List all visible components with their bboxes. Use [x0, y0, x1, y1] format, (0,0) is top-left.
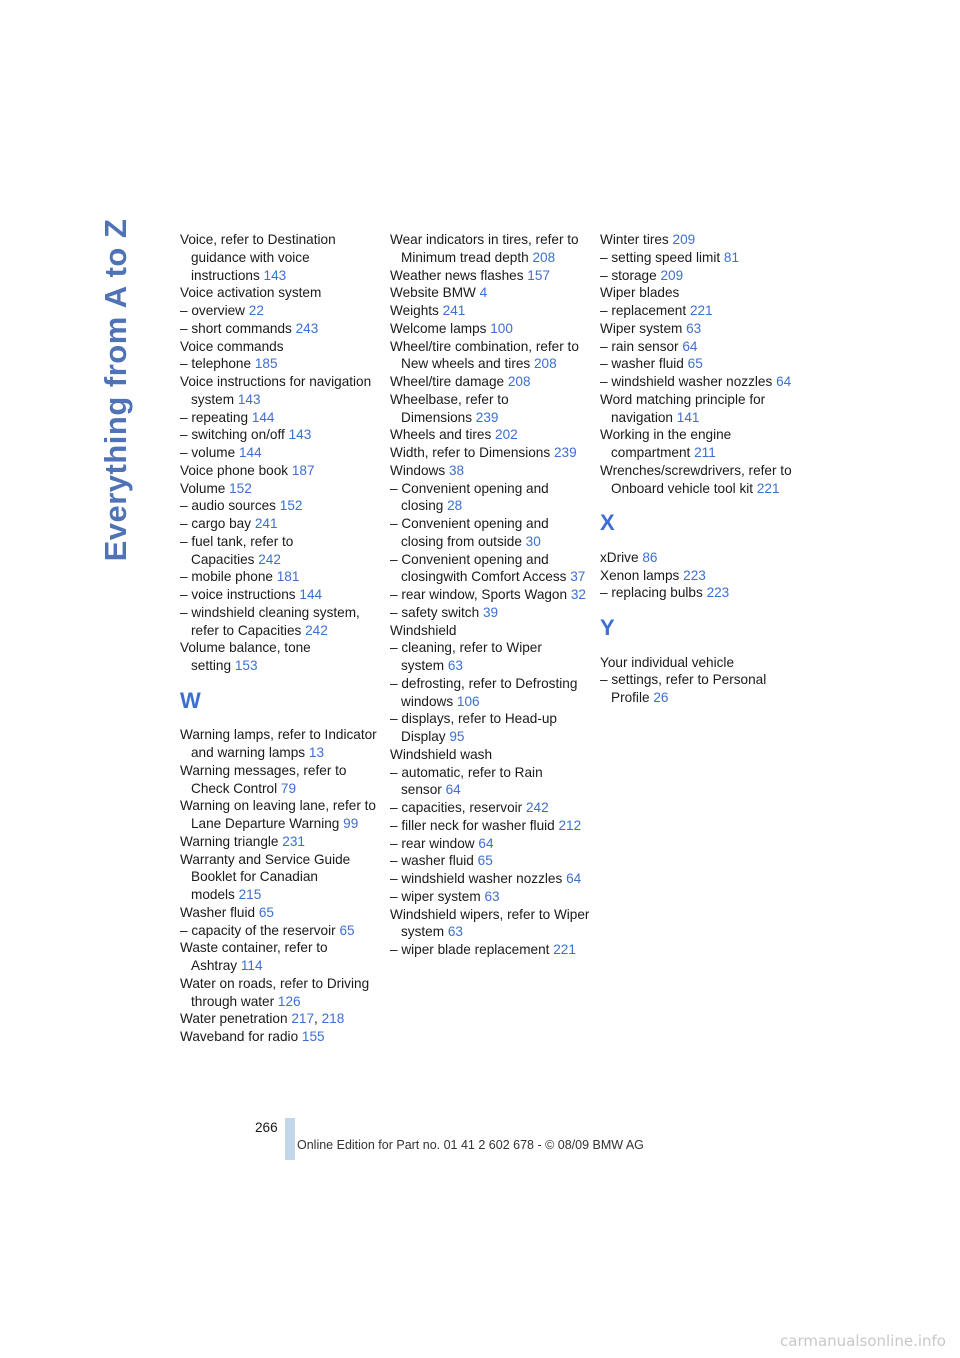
index-term: – replacing bulbs	[600, 585, 703, 601]
index-entry	[390, 426, 590, 444]
page-reference-link[interactable]: 65	[258, 904, 274, 920]
index-term: – cleaning, refer to Wiper system	[390, 640, 542, 673]
page-reference-link[interactable]: 64	[682, 338, 698, 354]
side-title-text: Everything from A to Z	[98, 218, 133, 562]
index-entry	[180, 604, 380, 640]
page-reference-link[interactable]: 223	[683, 567, 706, 583]
index-term: Weights	[390, 303, 439, 318]
letter-heading: W	[180, 687, 201, 713]
index-entry	[180, 480, 380, 498]
index-term: – short commands	[180, 320, 292, 336]
index-term: – rain sensor	[600, 338, 679, 354]
page-reference-link[interactable]: 143	[288, 427, 312, 443]
index-entry	[390, 586, 590, 604]
index-term: – Convenient opening and closing from outside	[390, 516, 549, 549]
index-term: – repeating	[180, 409, 249, 425]
index-entry	[180, 284, 380, 302]
page-reference-link[interactable]: 143	[263, 267, 287, 283]
page-reference-link[interactable]: 208	[507, 374, 531, 389]
index-term: – settings, refer to Personal Profile	[600, 672, 767, 705]
index-entry	[180, 639, 380, 675]
page-reference-link[interactable]: 141	[676, 409, 700, 425]
page-reference-link[interactable]: 221	[756, 480, 780, 496]
index-entry	[600, 391, 800, 427]
index-entry	[390, 835, 590, 853]
index-entry	[600, 426, 800, 462]
index-term: Warning messages, refer to Check Control	[180, 762, 347, 796]
index-term: xDrive	[600, 549, 639, 565]
index-term: Volume	[180, 480, 226, 496]
letter-heading: Y	[600, 615, 615, 640]
page-reference-link[interactable]: 39	[482, 604, 499, 620]
index-term: – windshield washer nozzles	[600, 374, 773, 389]
page-reference-link[interactable]: 202	[495, 427, 518, 443]
index-entry	[390, 373, 590, 391]
index-column-3	[600, 231, 800, 707]
page-reference-link[interactable]: 144	[238, 445, 262, 460]
page-reference-link[interactable]: 63	[447, 924, 463, 940]
index-entry	[180, 444, 380, 462]
page-reference-link[interactable]: 155	[301, 1029, 325, 1044]
page-reference-link[interactable]: 28	[447, 498, 463, 514]
page-reference-link[interactable]: 239	[475, 409, 499, 425]
index-entry	[600, 549, 800, 567]
page-reference-link[interactable]: 81	[723, 249, 740, 265]
index-term: Waste container, refer to Ashtray	[180, 940, 328, 973]
index-entry	[390, 746, 590, 764]
page-reference-link[interactable]: 65	[477, 853, 493, 869]
page-reference-link[interactable]: 63	[484, 888, 500, 904]
page-reference-link[interactable]: 239	[553, 445, 577, 460]
index-entry	[600, 284, 800, 302]
index-term: Voice commands	[180, 338, 284, 354]
index-term: Weather news flashes	[390, 267, 524, 283]
page-reference-link[interactable]: 243	[295, 320, 319, 336]
index-term: – windshield washer nozzles	[390, 871, 563, 886]
index-entry	[600, 302, 800, 320]
index-entry	[600, 249, 800, 267]
letter-heading: X	[600, 510, 615, 536]
index-term: Wheels and tires	[390, 427, 492, 443]
page-reference-link[interactable]: 100	[490, 320, 513, 336]
index-term: – displays, refer to Head-up Display	[390, 711, 557, 744]
index-term: – wiper blade replacement	[390, 942, 550, 957]
page-reference-link[interactable]: 22	[248, 303, 264, 318]
index-entry	[390, 231, 590, 267]
page-reference-link[interactable]: 144	[251, 409, 275, 425]
page-reference-link[interactable]: 241	[254, 516, 278, 531]
index-term: – Convenient opening and closing	[390, 480, 549, 514]
page-reference-link[interactable]: 231	[282, 833, 305, 849]
index-term: Water penetration	[180, 1011, 288, 1027]
index-term: Working in the engine compartment	[600, 427, 732, 460]
page-reference-link[interactable]: 32	[570, 587, 586, 602]
index-entry	[390, 799, 590, 817]
index-entry	[390, 391, 590, 427]
index-term: Word matching principle for navigation	[600, 391, 766, 425]
index-term: Wheelbase, refer to Dimensions	[390, 391, 509, 425]
page-reference-link[interactable]: 13	[308, 745, 325, 760]
index-column-1	[180, 231, 380, 1046]
page-reference-link[interactable]: 212	[558, 817, 582, 833]
index-entry	[600, 373, 800, 391]
index-entry	[390, 551, 590, 587]
index-entry	[390, 764, 590, 800]
index-entry	[180, 797, 380, 833]
index-entry	[180, 338, 380, 356]
index-term: Volume balance, tone setting	[180, 640, 311, 673]
index-entry	[390, 675, 590, 711]
index-entry	[390, 852, 590, 870]
page-reference-link[interactable]: 157	[527, 267, 550, 283]
page-reference-link[interactable]: 64	[445, 782, 461, 798]
page-reference-link[interactable]: 144	[299, 587, 323, 602]
index-entry	[390, 480, 590, 516]
index-term: – overview	[180, 303, 245, 318]
index-term: Welcome lamps	[390, 320, 487, 336]
watermark: carmanualsonline.info	[780, 1332, 946, 1350]
index-term: – rear window, Sports Wagon	[390, 587, 568, 602]
index-entry	[600, 355, 800, 373]
index-entry	[390, 320, 590, 338]
page-number: 266	[255, 1120, 278, 1135]
index-entry	[600, 584, 800, 602]
page-reference-link[interactable]: 63	[686, 320, 702, 336]
index-entry	[390, 710, 590, 746]
index-entry	[390, 817, 590, 835]
page-reference-link[interactable]: 26	[653, 690, 669, 705]
page-reference-link[interactable]: 153	[234, 658, 258, 673]
index-term: Windshield wash	[390, 746, 492, 762]
page-reference-link[interactable]: 209	[672, 232, 696, 247]
index-term: – rear window	[390, 835, 475, 851]
index-entry	[390, 462, 590, 480]
index-entry: Water penetration 217, 218	[180, 1011, 345, 1027]
index-entry	[180, 568, 380, 586]
footer-accent-bar	[285, 1118, 295, 1160]
index-entry	[390, 444, 590, 462]
index-term: – setting speed limit	[600, 249, 721, 265]
page-reference-link[interactable]: 187	[291, 462, 315, 478]
index-entry	[600, 338, 800, 356]
index-term: – defrosting, refer to Defrosting windows	[390, 675, 578, 709]
index-entry	[180, 726, 380, 762]
index-term: Warning triangle	[180, 833, 279, 849]
page-reference-link[interactable]: 4	[479, 285, 488, 301]
page-reference-link[interactable]: 37	[570, 569, 586, 585]
page-reference-link[interactable]: 215	[238, 887, 262, 902]
index-term: – safety switch	[390, 604, 480, 620]
index-column-2	[390, 231, 590, 959]
index-entry	[180, 373, 380, 409]
index-term: Water on roads, refer to Driving through water	[180, 975, 370, 1009]
page-reference-link[interactable]: 181	[276, 569, 300, 585]
index-term: – voice instructions	[180, 587, 296, 602]
index-entry	[180, 302, 380, 320]
index-entry	[180, 515, 380, 533]
page-reference-link[interactable]: 221	[553, 942, 576, 957]
index-entry	[180, 355, 380, 373]
index-entry	[180, 851, 380, 904]
index-term: – mobile phone	[180, 569, 273, 585]
index-entry	[390, 888, 590, 906]
index-entry	[390, 870, 590, 888]
index-term: – filler neck for washer fluid	[390, 817, 555, 833]
index-entry	[600, 462, 800, 498]
page-reference-link[interactable]: 114	[240, 958, 263, 973]
index-entry	[180, 833, 380, 851]
page-reference-link[interactable]: 185	[254, 356, 278, 372]
index-entry	[180, 975, 380, 1011]
index-entry	[390, 906, 590, 942]
index-entry	[180, 462, 380, 480]
index-term: – capacity of the reservoir	[180, 922, 336, 938]
index-term: Voice, refer to Destination guidance with voice instructions	[180, 232, 336, 283]
index-term: Wear indicators in tires, refer to Minimum tread depth	[390, 232, 579, 265]
page-reference-link[interactable]: 86	[642, 549, 658, 565]
index-entry	[390, 515, 590, 551]
page-reference-link[interactable]: 64	[478, 835, 494, 851]
page-reference-link[interactable]: 223	[706, 585, 730, 601]
page-reference-link[interactable]: 208	[533, 356, 557, 372]
index-entry	[180, 426, 380, 444]
index-term: – Convenient opening and closingwith Comfort Access	[390, 551, 567, 585]
page-reference-link[interactable]: 65	[339, 922, 355, 938]
page-reference-link[interactable]: 241	[442, 303, 466, 318]
index-term: – storage	[600, 267, 657, 283]
page-reference-link[interactable]: 218	[321, 1011, 345, 1027]
index-entry	[180, 497, 380, 515]
index-entry	[180, 586, 380, 604]
index-entry	[600, 671, 800, 707]
index-term: Your individual vehicle	[600, 654, 735, 670]
index-entry	[180, 904, 380, 922]
page-reference-link[interactable]: 152	[279, 498, 303, 514]
index-entry	[600, 320, 800, 338]
page-reference-link[interactable]: 242	[305, 622, 328, 638]
index-entry	[390, 604, 590, 622]
index-term: Wiper blades	[600, 285, 680, 301]
index-entry	[390, 622, 590, 640]
page-reference-link[interactable]: 143	[237, 391, 261, 407]
page-reference-link[interactable]: 64	[776, 374, 792, 389]
page-reference-link[interactable]: 221	[689, 303, 713, 318]
index-entry	[180, 939, 380, 975]
index-term: Voice instructions for navigation system	[180, 374, 372, 407]
index-term: – wiper system	[390, 888, 481, 904]
index-entry	[180, 320, 380, 338]
index-term: Wheel/tire damage	[390, 374, 505, 389]
index-entry	[390, 302, 590, 320]
index-entry	[600, 267, 800, 285]
index-term: Waveband for radio	[180, 1029, 299, 1044]
index-entry	[180, 533, 380, 569]
footer-edition-text: Online Edition for Part no. 01 41 2 602 678 - © 08/09 BMW AG	[297, 1138, 644, 1152]
index-entry	[390, 284, 590, 302]
index-term: Wheel/tire combination, refer to New wheels and tires	[390, 338, 579, 372]
index-entry	[180, 922, 380, 940]
page-reference-link[interactable]: 65	[687, 356, 703, 372]
page-reference-link[interactable]: 106	[456, 693, 480, 709]
index-entry	[600, 567, 800, 585]
index-term: – audio sources	[180, 498, 276, 514]
index-term: Wiper system	[600, 320, 683, 336]
page-reference-link[interactable]: 79	[280, 780, 297, 796]
page-reference-link[interactable]: 211	[694, 445, 716, 460]
section-side-title	[98, 218, 134, 562]
page-reference-link[interactable]: 64	[566, 871, 582, 886]
index-term: Xenon lamps	[600, 567, 680, 583]
index-entry	[180, 1028, 380, 1046]
index-entry	[390, 639, 590, 675]
page-reference-link[interactable]: 152	[229, 480, 252, 496]
index-term: Wrenches/screwdrivers, refer to Onboard vehicle tool kit	[600, 462, 792, 496]
index-term: Voice activation system	[180, 285, 322, 301]
page-reference-link[interactable]: 242	[526, 800, 549, 815]
index-term: Winter tires	[600, 232, 669, 247]
index-term: Website BMW	[390, 285, 476, 301]
index-term: – volume	[180, 445, 236, 460]
page-reference-link[interactable]: 99	[343, 816, 359, 831]
index-term: Windshield wipers, refer to Wiper system	[390, 906, 590, 940]
index-entry	[390, 267, 590, 285]
index-entry	[390, 941, 590, 959]
index-entry	[600, 654, 800, 672]
page-reference-link[interactable]: 95	[449, 729, 465, 744]
index-term: – fuel tank, refer to Capacities	[180, 533, 294, 567]
page-reference-link[interactable]: 208	[532, 249, 556, 265]
index-term: – windshield cleaning system, refer to Capacities	[180, 604, 360, 638]
index-term: – washer fluid	[390, 853, 474, 869]
index-entry	[600, 231, 800, 249]
index-term: Warning lamps, refer to Indicator and warning lamps	[180, 727, 377, 760]
index-term: Width, refer to Dimensions	[390, 445, 551, 460]
index-term: – automatic, refer to Rain sensor	[390, 764, 543, 798]
index-term: – telephone	[180, 356, 252, 372]
index-entry	[180, 762, 380, 798]
index-term: Windshield	[390, 622, 457, 638]
page-reference-link[interactable]: 38	[448, 462, 465, 478]
index-term: – capacities, reservoir	[390, 800, 523, 815]
page-reference-link[interactable]: 242	[258, 551, 281, 567]
index-term: – replacement	[600, 303, 687, 318]
index-term: – cargo bay	[180, 516, 252, 531]
index-term: Warning on leaving lane, refer to Lane Departure Warning	[180, 798, 376, 831]
index-term: Windows	[390, 462, 446, 478]
index-entry	[180, 231, 380, 284]
page-reference-link[interactable]: 209	[660, 267, 684, 283]
index-term: Warranty and Service Guide Booklet for Canadian models	[180, 851, 351, 902]
index-term: – switching on/off	[180, 427, 285, 443]
index-term: Washer fluid	[180, 904, 256, 920]
index-entry	[180, 409, 380, 427]
index-term: – washer fluid	[600, 356, 684, 372]
page-reference-link[interactable]: 63	[447, 658, 463, 673]
page-reference-link[interactable]: 30	[525, 533, 541, 549]
index-term: Voice phone book	[180, 462, 289, 478]
page-reference-link[interactable]: 126	[277, 993, 301, 1009]
page-reference-link[interactable]: 217	[291, 1011, 315, 1027]
index-entry	[390, 338, 590, 374]
